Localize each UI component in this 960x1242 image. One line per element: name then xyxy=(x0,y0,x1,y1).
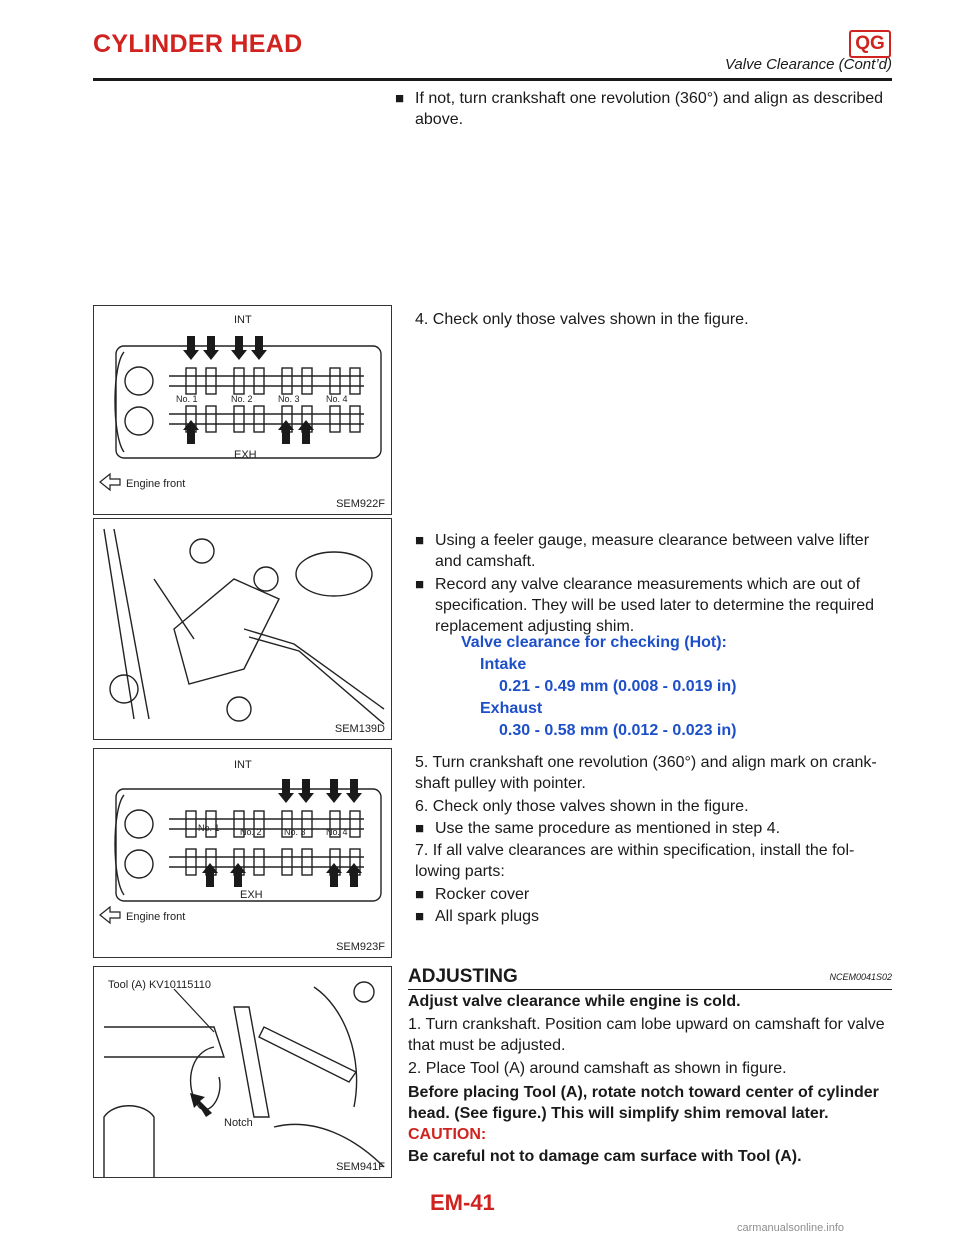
cyl-label: No. 4 xyxy=(326,394,348,404)
figure-sem922f xyxy=(93,305,392,515)
adjusting-note: Before placing Tool (A), rotate notch toward center of cylinder head. (See figure.) This will simplify shim removal later. xyxy=(408,1084,879,1122)
adjusting-heading: ADJUSTING xyxy=(408,966,518,987)
figure-sem923f xyxy=(93,748,392,958)
adjusting-step-2: 2. Place Tool (A) around camshaft as shown in figure. xyxy=(408,1060,787,1077)
step-4: 4. Check only those valves shown in the figure. xyxy=(415,311,749,328)
spec-intake-label: Intake xyxy=(480,656,527,673)
step-6: 6. Check only those valves shown in the figure. xyxy=(415,798,749,815)
bullet-marker: ■ xyxy=(415,820,425,837)
camshaft-diagram-2 xyxy=(94,749,391,957)
cyl-label: No. 4 xyxy=(326,827,348,837)
figure-sem941f xyxy=(93,966,392,1178)
bullet-marker: ■ xyxy=(415,532,425,549)
spec-heading: Valve clearance for checking (Hot): xyxy=(461,634,727,651)
cyl-label: No. 1 xyxy=(198,823,220,833)
exh-label: EXH xyxy=(234,449,257,461)
feeler-gauge-photo xyxy=(94,519,391,739)
engine-code-badge: QG xyxy=(849,30,891,58)
bullet-marker: ■ xyxy=(415,886,425,903)
bullet-text: All spark plugs xyxy=(435,908,540,925)
spec-intake-value: 0.21 - 0.49 mm (0.008 - 0.019 in) xyxy=(499,678,737,695)
page-section-title: CYLINDER HEAD xyxy=(93,30,303,58)
figure-caption: SEM139D xyxy=(334,723,385,735)
spec-exhaust-label: Exhaust xyxy=(480,700,543,717)
bullet-text: Rocker cover xyxy=(435,886,530,903)
cyl-label: No. 3 xyxy=(278,394,300,404)
figure-caption: SEM941F xyxy=(336,1161,385,1173)
notch-arrow-icon xyxy=(190,1093,212,1117)
bullet-item xyxy=(415,574,892,637)
inlet-arrows xyxy=(183,336,267,360)
reference-code: NCEM0041S02 xyxy=(829,972,892,982)
bullet-item xyxy=(415,906,892,927)
step-5: 5. Turn crankshaft one revolution (360°) and align mark on crank-shaft pulley with pointer. xyxy=(415,754,877,792)
exh-label: EXH xyxy=(240,889,263,901)
cyl-label: No. 2 xyxy=(240,827,262,837)
adjusting-lead: Adjust valve clearance while engine is cold. xyxy=(408,993,741,1010)
tool-label: Tool (A) KV10115110 xyxy=(108,979,211,991)
bullet-item xyxy=(415,884,892,905)
tool-pointer-line xyxy=(174,989,214,1032)
bullet-marker: ■ xyxy=(415,576,425,593)
engine-front-label: Engine front xyxy=(126,478,186,490)
page-number: EM-41 xyxy=(430,1190,495,1215)
top-note-text: If not, turn crankshaft one revolution (360°) and align as described above. xyxy=(415,90,884,128)
caution-label: CAUTION: xyxy=(408,1126,487,1143)
bullet-text: Using a feeler gauge, measure clearance between valve lifter and camshaft. xyxy=(435,532,870,570)
engine-front-arrow-icon xyxy=(100,907,120,923)
spec-exhaust-value: 0.30 - 0.58 mm (0.012 - 0.023 in) xyxy=(499,722,737,739)
caution-text: Be careful not to damage cam surface with Tool (A). xyxy=(408,1148,802,1165)
adjusting-step-1: 1. Turn crankshaft. Position cam lobe upward on camshaft for valve that must be adjusted. xyxy=(408,1016,885,1054)
bullet-text: Record any valve clearance measurements which are out of specification. They will be used later to determine the required replacement adjusting shim. xyxy=(435,576,875,635)
cyl-label: No. 3 xyxy=(284,827,306,837)
header-rule xyxy=(93,78,892,81)
bullet-marker: ■ xyxy=(395,90,405,107)
engine-front-arrow-icon xyxy=(100,474,120,490)
section-rule xyxy=(408,989,892,990)
notch-label: Notch xyxy=(224,1117,253,1129)
bullet-item xyxy=(415,530,892,572)
figure-caption: SEM922F xyxy=(336,498,385,510)
cyl-label: No. 1 xyxy=(176,394,198,404)
page-subtitle: Valve Clearance (Cont’d) xyxy=(724,56,892,73)
bullet-marker: ■ xyxy=(415,908,425,925)
step-7: 7. If all valve clearances are within specification, install the fol-lowing parts: xyxy=(415,842,855,880)
engine-front-label: Engine front xyxy=(126,911,186,923)
cyl-label: No. 2 xyxy=(231,394,253,404)
bullet-text: Use the same procedure as mentioned in step 4. xyxy=(435,820,781,837)
figure-caption: SEM923F xyxy=(336,941,385,953)
inlet-arrows xyxy=(278,779,362,803)
bullet-item xyxy=(415,818,892,839)
int-label: INT xyxy=(234,314,252,326)
top-note xyxy=(395,88,892,130)
watermark: carmanualsonline.info xyxy=(737,1222,845,1234)
figure-sem139d xyxy=(93,518,392,740)
int-label: INT xyxy=(234,759,252,771)
tool-placement-photo xyxy=(94,967,391,1177)
